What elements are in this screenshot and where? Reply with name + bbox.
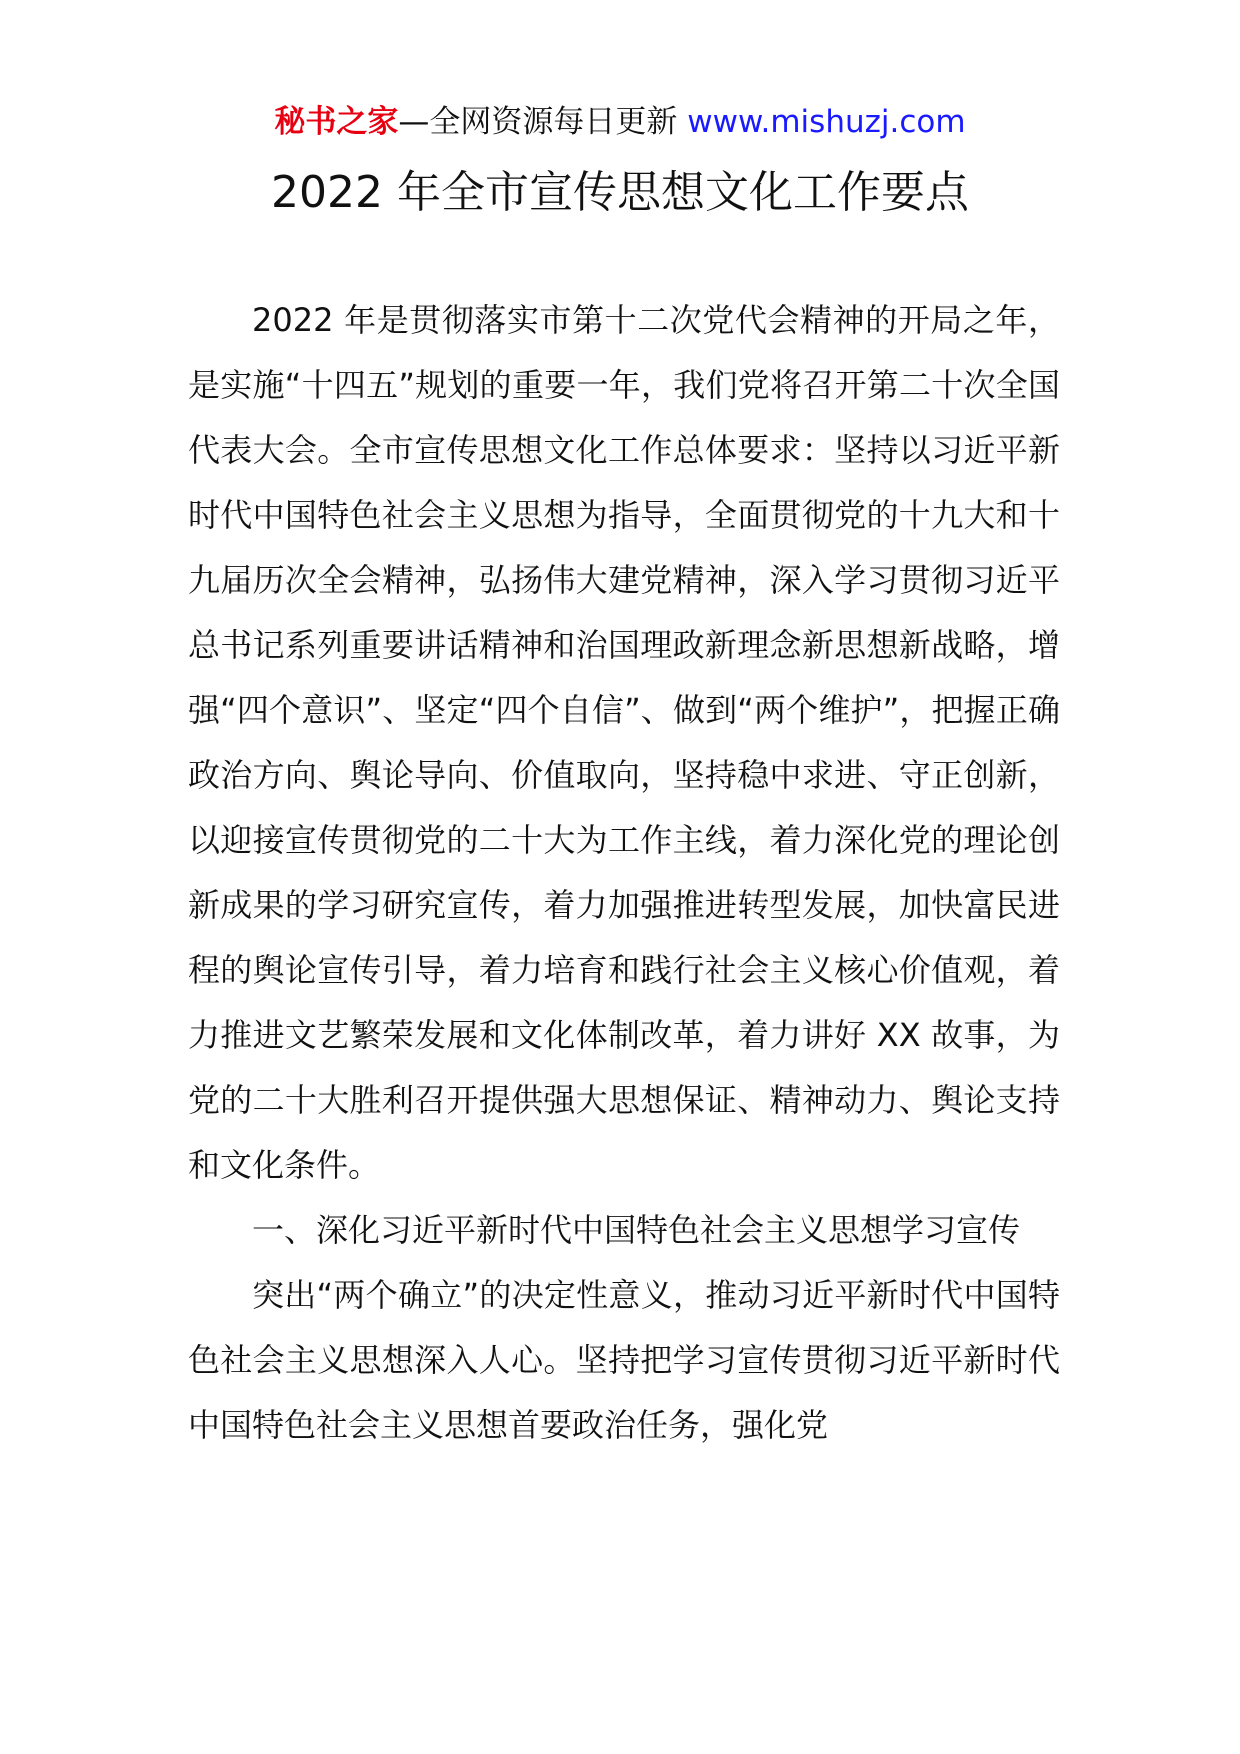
banner-slogan: —全网资源每日更新 — [398, 104, 678, 140]
brand-name: 秘书之家 — [274, 104, 399, 140]
site-url-link[interactable]: www.mishuzj.com — [687, 104, 966, 140]
document-title: 2022 年全市宣传思想文化工作要点 — [271, 167, 969, 218]
section-1-paragraph: 突出“两个确立”的决定性意义，推动习近平新时代中国特色社会主义思想深入人心。坚持把学习宣传贯彻习近平新时代中国特色社会主义思想首要政治任务，强化党 — [188, 1276, 1060, 1444]
section-heading-1: 一、深化习近平新时代中国特色社会主义思想学习宣传 — [252, 1211, 1021, 1249]
intro-paragraph: 2022 年是贯彻落实市第十二次党代会精神的开局之年，是实施“十四五”规划的重要一年，我们党将召开第二十次全国代表大会。全市宣传思想文化工作总体要求：坚持以习近平新时代中国特色社会主义思想为指导，全面贯彻党的十九大和十九届历次全会精神，弘扬伟大建党精神，深入学习贯彻习近平总书记系列重要讲话精神和治国理政新理念新思想新战略，增强“四个意识”、坚定“四个自信”、做到“两个维护”，把握正确政治方向、舆论导向、价值取向，坚持稳中求进、守正创新，以迎接宣传贯彻党的二十大为工作主线，着力深化党的理论创新成果的学习研究宣传，着力加强推进转型发展，加快富民进程的舆论宣传引导，着力培育和践行社会主义核心价值观，着力推进文艺繁荣发展和文化体制改革，着力讲好 XX 故事，为党的二十大胜利召开提供强大思想保证、精神动力、舆论支持和文化条件。 — [188, 301, 1060, 1184]
site-banner — [0, 100, 1240, 144]
document-body — [188, 288, 1060, 1458]
